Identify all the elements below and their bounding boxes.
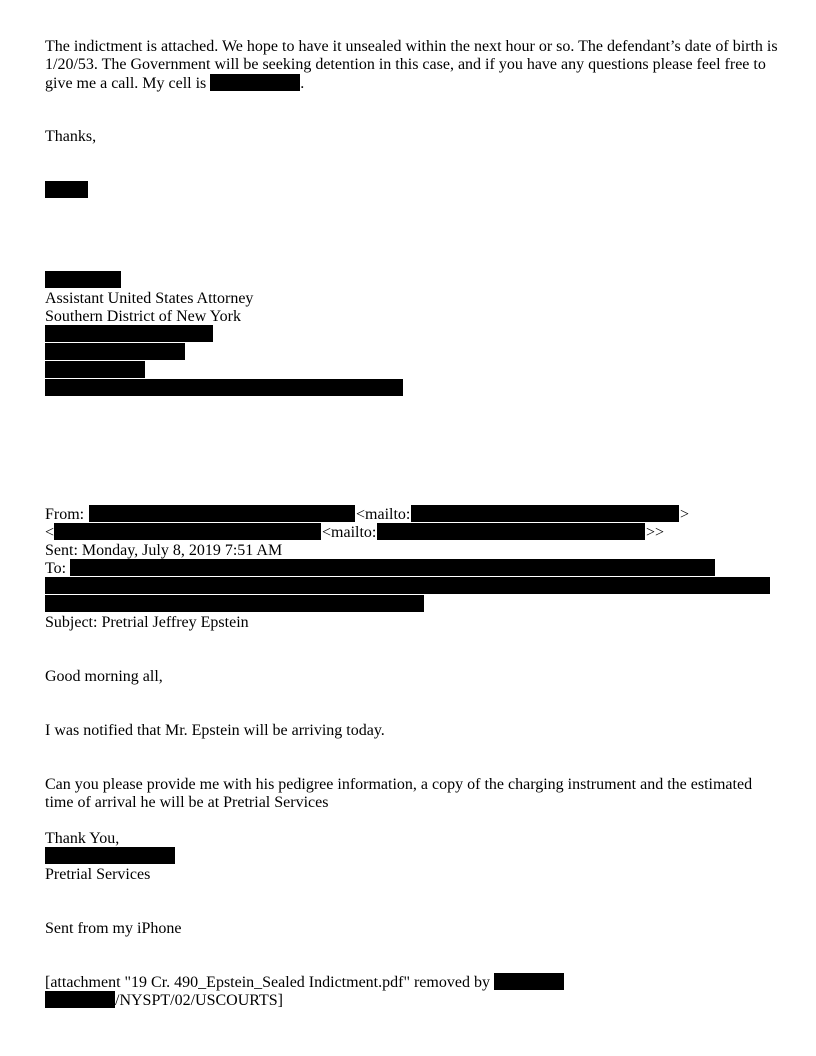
redaction-signature-line-2 <box>45 343 185 360</box>
redaction-removed-by-id <box>45 991 115 1008</box>
attachment-line-2: /NYSPT/02/USCOURTS] <box>115 992 283 1009</box>
message-line-2: Can you please provide me with his pedigree information, a copy of the charging instrument and the estimated time of arrival he will be at Pretrial Services <box>45 776 753 811</box>
thanks-text: Thanks, <box>45 128 97 145</box>
signature-title: Assistant United States Attorney <box>45 290 254 307</box>
redaction-pretrial-name <box>45 847 175 864</box>
sent-from-iphone: Sent from my iPhone <box>45 920 182 937</box>
redaction-sender-full-name <box>45 271 121 288</box>
mailto-open-1: <mailto: <box>356 506 411 523</box>
reply-paragraph-end: . <box>300 75 305 92</box>
mailto-close-1: > <box>680 506 690 523</box>
redaction-removed-by-name <box>494 973 564 990</box>
redaction-to-line-3 <box>45 595 424 612</box>
redaction-to-line-2 <box>45 577 770 594</box>
redaction-signature-line-1 <box>45 325 213 342</box>
pretrial-services: Pretrial Services <box>45 866 151 883</box>
attachment-line-1: [attachment "19 Cr. 490_Epstein_Sealed Indictment.pdf" removed by <box>45 974 490 991</box>
from-label: From: <box>45 506 85 523</box>
redaction-from-email <box>411 505 679 522</box>
signature-office: Southern District of New York <box>45 308 241 325</box>
line2-open: < <box>45 524 55 541</box>
redaction-from-name <box>89 505 355 522</box>
thank-you: Thank You, <box>45 830 120 847</box>
mailto-close-2: >> <box>646 524 665 541</box>
to-label: To: <box>45 560 67 577</box>
greeting: Good morning all, <box>45 668 163 685</box>
redaction-sender-first-name <box>45 181 88 198</box>
redaction-from-alt-name <box>54 523 321 540</box>
redaction-signature-line-4 <box>45 379 403 396</box>
reply-paragraph-text: The indictment is attached. We hope to have it unsealed within the next hour or so. The defendant’s date of birth is 1/20/53. The Government will be seeking detention in this case, and if you have any questions please feel free to give me a call. My cell is <box>45 38 778 92</box>
redaction-to-line-1 <box>70 559 715 576</box>
mailto-open-2: <mailto: <box>322 524 377 541</box>
subject-line: Subject: Pretrial Jeffrey Epstein <box>45 614 249 631</box>
reply-paragraph <box>45 38 780 93</box>
redaction-signature-line-3 <box>45 361 145 378</box>
sent-line: Sent: Monday, July 8, 2019 7:51 AM <box>45 542 283 559</box>
redaction-cell-number <box>210 74 300 91</box>
message-line-1: I was notified that Mr. Epstein will be arriving today. <box>45 722 385 739</box>
redaction-from-alt-email <box>377 523 645 540</box>
